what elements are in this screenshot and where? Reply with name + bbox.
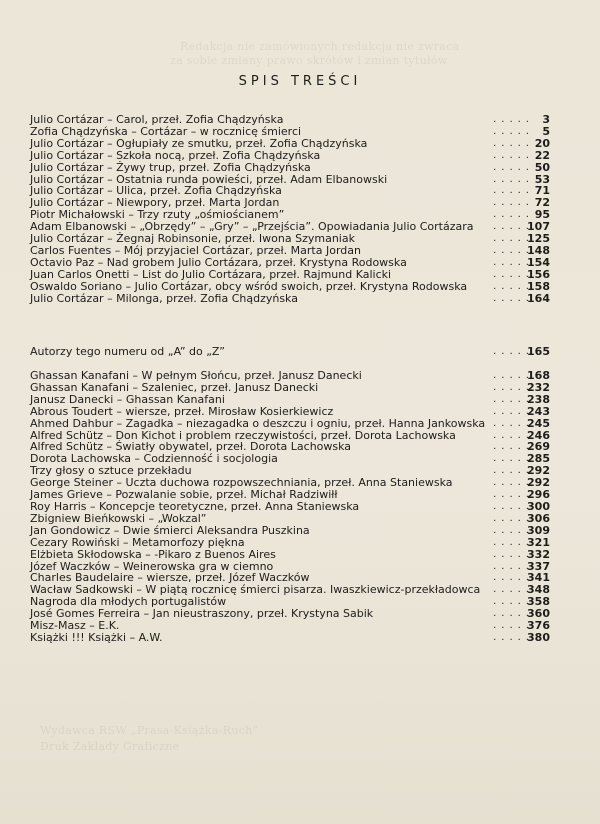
- bleed-through-text: Druk Zakłady Graficzne: [40, 740, 180, 753]
- toc-entry-title: Józef Waczków – Weinerowska gra w ciemno: [30, 559, 274, 573]
- toc-leader-dots: .....: [493, 292, 534, 304]
- toc-entry-title: Julio Cortázar – Niewpory, przeł. Marta Jordan: [30, 196, 280, 210]
- toc-entry-title: Roy Harris – Koncepcje teoretyczne, przeł. Anna Staniewska: [30, 499, 360, 513]
- toc-entry-title: Janusz Danecki – Ghassan Kanafani: [30, 392, 225, 406]
- toc-leader-dots: .....: [493, 233, 534, 245]
- toc-leader-dots: .....: [493, 173, 534, 185]
- toc-entry: [30, 537, 550, 549]
- toc-leader-dots: .....: [493, 197, 534, 209]
- toc-leader-dots: .....: [493, 417, 534, 429]
- toc-entry: [30, 150, 550, 162]
- toc-leader-dots: .....: [493, 280, 534, 292]
- toc-entry: [30, 406, 550, 418]
- toc-leader-dots: .....: [493, 114, 534, 125]
- toc-entry-page: 165: [527, 345, 550, 358]
- toc-entry-page: 53: [534, 172, 550, 186]
- toc-leader-dots: .....: [493, 465, 534, 477]
- toc-entry-page: 245: [527, 416, 550, 430]
- toc-entry-title: Oswaldo Soriano – Julio Cortázar, obcy wśród swoich, przeł. Krystyna Rodowska: [30, 279, 468, 293]
- toc-leader-dots: .....: [493, 381, 534, 393]
- toc-entry: [30, 293, 550, 305]
- toc-entry-page: 292: [527, 476, 550, 490]
- toc-leader-dots: .....: [493, 370, 534, 381]
- toc-leader-dots: .....: [493, 620, 534, 632]
- toc-entry-title: Misz-Masz – E.K.: [30, 619, 120, 633]
- toc-leader-dots: .....: [493, 548, 534, 560]
- toc-entry-page: 158: [527, 279, 550, 293]
- toc-entry-title: Juan Carlos Onetti – List do Julio Cortázara, przeł. Rajmund Kalicki: [30, 267, 392, 281]
- toc-entry-title: Zbigniew Bieńkowski – „Wokzal”: [30, 511, 207, 525]
- toc-entry-title: Ghassan Kanafani – Szaleniec, przeł. Janusz Danecki: [30, 380, 319, 394]
- toc-entry: [30, 632, 550, 644]
- toc-leader-dots: .....: [493, 536, 534, 548]
- toc-entry-title: Ghassan Kanafani – W pełnym Słońcu, przeł. Janusz Danecki: [30, 369, 362, 382]
- toc-leader-dots: .....: [493, 608, 534, 620]
- toc-entry-page: 376: [527, 619, 550, 633]
- toc-entry-title: James Grieve – Pozwalanie sobie, przeł. Michał Radziwiłł: [30, 488, 338, 502]
- toc-leader-dots: .....: [493, 149, 534, 161]
- toc-leader-dots: .....: [493, 560, 534, 572]
- toc-leader-dots: .....: [493, 405, 534, 417]
- toc-leader-dots: .....: [493, 524, 534, 536]
- toc-entry-page: 71: [534, 184, 550, 198]
- toc-entry-page: 296: [527, 488, 550, 502]
- toc-entry-page: 300: [527, 499, 550, 513]
- toc-leader-dots: .....: [493, 596, 534, 608]
- toc-entry: [30, 281, 550, 293]
- toc-leader-dots: .....: [493, 221, 534, 233]
- toc-entry-title: George Steiner – Uczta duchowa rozpowszechniania, przeł. Anna Staniewska: [30, 476, 453, 490]
- bleed-through-text: za sobie zmiany prawo skrótów i zmian tytułów: [170, 54, 448, 67]
- toc-entry-page: 292: [527, 464, 550, 478]
- bleed-through-text: Wydawca RSW „Prasa-Książka-Ruch”: [40, 724, 259, 737]
- toc-section-other: [30, 370, 550, 644]
- toc-entry: [30, 162, 550, 174]
- toc-leader-dots: .....: [493, 137, 534, 149]
- toc-entry: [30, 257, 550, 269]
- toc-leader-dots: .....: [493, 631, 534, 643]
- toc-entry-page: 3: [542, 113, 550, 126]
- toc-entry-page: 50: [534, 160, 550, 174]
- toc-entry-title: Julio Cortázar – Milonga, przeł. Zofia Chądzyńska: [30, 291, 298, 305]
- toc-entry-title: Julio Cortázar – Żegnaj Robinsonie, przeł. Iwona Szymaniak: [30, 232, 355, 246]
- bleed-through-text: Redakcja nie zamówionych redakcja nie zwraca: [180, 40, 460, 53]
- toc-entry-page: 360: [527, 607, 550, 621]
- toc-entry-page: 154: [527, 255, 550, 269]
- toc-entry-title: Julio Cortázar – Carol, przeł. Zofia Chądzyńska: [30, 113, 284, 126]
- toc-leader-dots: .....: [493, 572, 534, 584]
- toc-leader-dots: .....: [493, 346, 534, 357]
- toc-leader-dots: .....: [493, 477, 534, 489]
- toc-entry-title: Piotr Michałowski – Trzy rzuty „ośmiościanem”: [30, 208, 285, 222]
- toc-entry-page: 246: [527, 428, 550, 442]
- toc-leader-dots: .....: [493, 161, 534, 173]
- toc-entry-title: Julio Cortázar – Ogłupiały ze smutku, przeł. Zofia Chądzyńska: [30, 136, 368, 150]
- toc-entry-page: 238: [527, 392, 550, 406]
- toc-entry-page: 341: [527, 571, 550, 585]
- toc-entry-title: Alfred Schütz – Don Kichot i problem rzeczywistości, przeł. Dorota Lachowska: [30, 428, 456, 442]
- toc-entry-title: Charles Baudelaire – wiersze, przeł. Józef Waczków: [30, 571, 310, 585]
- toc-section-cortazar: [30, 114, 550, 305]
- toc-entry-title: Elżbieta Skłodowska – -Pikaro z Buenos Aires: [30, 547, 276, 561]
- toc-entry: [30, 346, 550, 358]
- toc-entry-title: Julio Cortázar – Ostatnia runda powieści, przeł. Adam Elbanowski: [30, 172, 388, 186]
- toc-leader-dots: .....: [493, 500, 534, 512]
- toc-entry-page: 321: [527, 535, 550, 549]
- toc-entry-title: Trzy głosy o sztuce przekładu: [30, 464, 192, 478]
- toc-entry-page: 168: [527, 369, 550, 382]
- toc-entry-page: 20: [534, 136, 550, 150]
- toc-entry-page: 332: [527, 547, 550, 561]
- toc-entry-page: 107: [527, 220, 550, 234]
- toc-entry-title: Abrous Toudert – wiersze, przeł. Mirosław Kosierkiewicz: [30, 404, 334, 418]
- toc-title: SPIS TREŚCI: [238, 74, 362, 89]
- toc-leader-dots: .....: [493, 441, 534, 453]
- toc-entry: [30, 269, 550, 281]
- toc-entry-page: 164: [527, 291, 550, 305]
- toc-entry-title: José Gomes Ferreira – Jan nieustraszony, przeł. Krystyna Sabik: [30, 607, 374, 621]
- toc-entry-title: Julio Cortázar – Ulica, przeł. Zofia Chądzyńska: [30, 184, 282, 198]
- toc-entry-page: 348: [527, 583, 550, 597]
- toc-entry-page: 358: [527, 595, 550, 609]
- toc-entry-page: 5: [542, 124, 550, 138]
- toc-entry-page: 269: [527, 440, 550, 454]
- toc-entry-page: 95: [534, 208, 550, 222]
- toc-entry-title: Alfred Schütz – Światły obywatel, przeł. Dorota Lachowska: [30, 440, 352, 454]
- toc-entry-page: 380: [527, 630, 550, 644]
- toc-entry-page: 125: [527, 232, 550, 246]
- toc-entry-title: Nagroda dla młodych portugalistów: [30, 595, 227, 609]
- toc-entry-page: 337: [527, 559, 550, 573]
- toc-entry-title: Ahmed Dahbur – Zagadka – niezagadka o deszczu i ogniu, przeł. Hanna Jankowska: [30, 416, 486, 430]
- toc-leader-dots: .....: [493, 185, 534, 197]
- toc-entry-title: Autorzy tego numeru od „A” do „Z”: [30, 345, 225, 358]
- toc-entry-title: Julio Cortázar – Żywy trup, przeł. Zofia Chądzyńska: [30, 160, 311, 174]
- toc-leader-dots: .....: [493, 393, 534, 405]
- toc-entry: [30, 418, 550, 430]
- toc-leader-dots: .....: [493, 256, 534, 268]
- toc-leader-dots: .....: [493, 489, 534, 501]
- toc-entry: [30, 549, 550, 561]
- toc-leader-dots: .....: [493, 429, 534, 441]
- toc-entry-page: 156: [527, 267, 550, 281]
- toc-entry-page: 148: [527, 243, 550, 257]
- toc-entry: [30, 525, 550, 537]
- toc-entry-title: Carlos Fuentes – Mój przyjaciel Cortázar, przeł. Marta Jordan: [30, 243, 361, 257]
- toc-entry-page: 309: [527, 523, 550, 537]
- toc-entry: [30, 394, 550, 406]
- toc-entry: [30, 513, 550, 525]
- toc-leader-dots: .....: [493, 453, 534, 465]
- toc-entry-title: Julio Cortázar – Szkoła nocą, przeł. Zofia Chądzyńska: [30, 148, 321, 162]
- toc-leader-dots: .....: [493, 268, 534, 280]
- toc-entry-page: 243: [527, 404, 550, 418]
- toc-entry-page: 285: [527, 452, 550, 466]
- toc-section-authors: [30, 346, 550, 358]
- toc-entry-title: Adam Elbanowski – „Obrzędy” – „Gry” – „Przejścia”. Opowiadania Julio Cortázara: [30, 220, 474, 234]
- toc-entry: [30, 138, 550, 150]
- toc-entry-page: 232: [527, 380, 550, 394]
- toc-entry-page: 72: [534, 196, 550, 210]
- toc-leader-dots: .....: [493, 209, 534, 221]
- toc-entry-title: Zofia Chądzyńska – Cortázar – w rocznicę śmierci: [30, 124, 302, 138]
- toc-entry-title: Dorota Lachowska – Codzienność i socjologia: [30, 452, 278, 466]
- toc-entry-page: 306: [527, 511, 550, 525]
- toc-entry-title: Wacław Sadkowski – W piątą rocznicę śmierci pisarza. Iwaszkiewicz-przekładowca: [30, 583, 481, 597]
- toc-entry-page: 22: [534, 148, 550, 162]
- toc-leader-dots: .....: [493, 584, 534, 596]
- toc-leader-dots: .....: [493, 512, 534, 524]
- toc-entry-title: Książki !!! Książki – A.W.: [30, 630, 163, 644]
- toc-entry-title: Cezary Rowiński – Metamorfozy piękna: [30, 535, 245, 549]
- toc-entry-title: Jan Gondowicz – Dwie śmierci Aleksandra Puszkina: [30, 523, 310, 537]
- toc-leader-dots: .....: [493, 244, 534, 256]
- toc-leader-dots: .....: [493, 125, 534, 137]
- toc-entry-title: Octavio Paz – Nad grobem Julio Cortázara, przeł. Krystyna Rodowska: [30, 255, 407, 269]
